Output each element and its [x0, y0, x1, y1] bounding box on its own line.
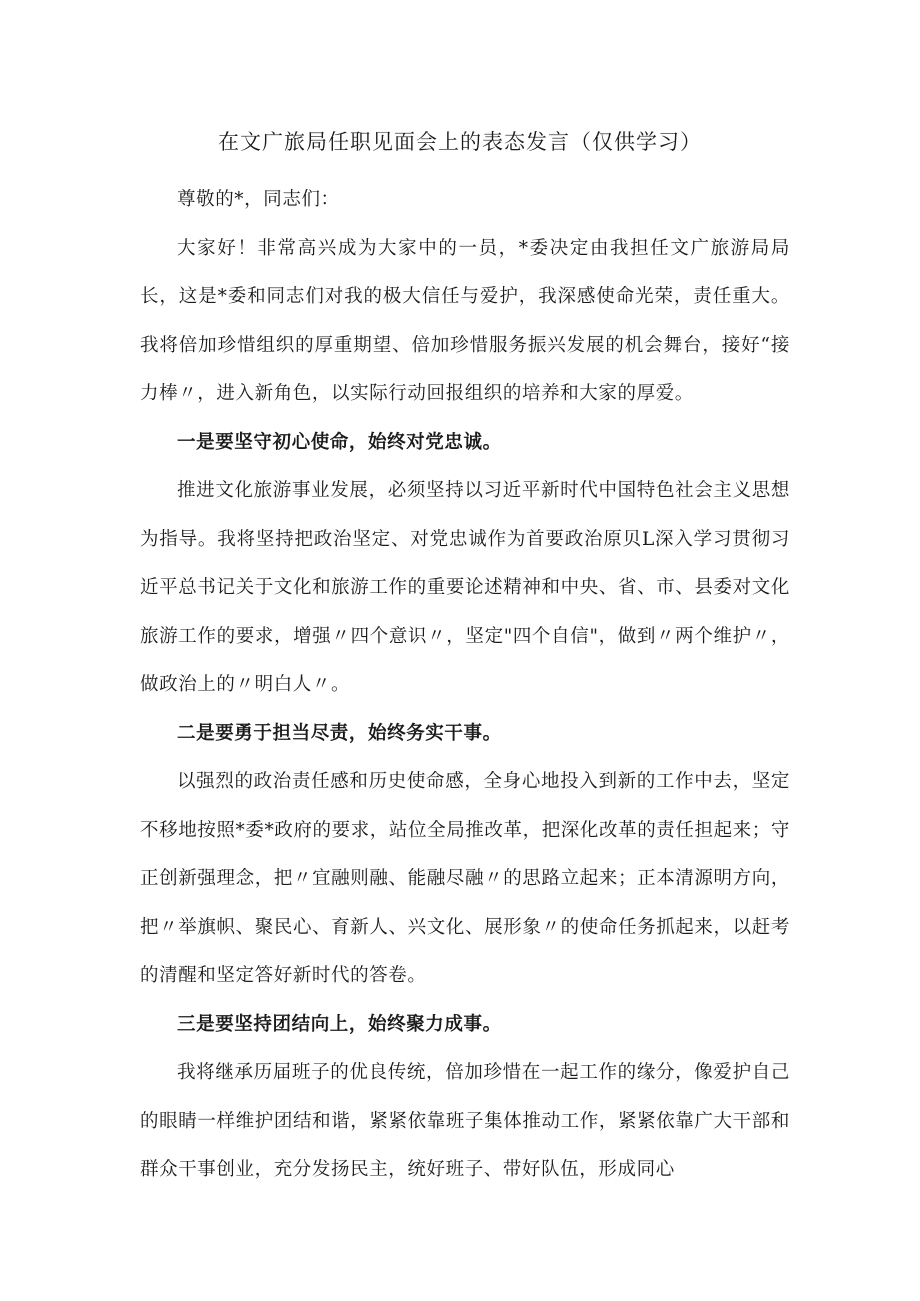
document-body — [140, 176, 790, 1195]
section-body-3: 我将继承历届班子的优良传统，倍加珍惜在一起工作的缘分，像爱护自己的眼睛一样维护团结和谐，紧紧依靠班子集体推动工作，紧紧依靠广大干部和群众干事创业，充分发扬民主，统好班子、带好队伍，形成同心 — [140, 1062, 790, 1180]
section-heading-3: 三是要坚持团结向上，始终聚力成事。 — [177, 1013, 502, 1035]
section-heading-2: 二是要勇于担当尽责，始终务实干事。 — [177, 722, 502, 744]
section-body-1: 推进文化旅游事业发展，必须坚持以习近平新时代中国特色社会主义思想为指导。我将坚持把政治坚定、对党忠诚作为首要政治原贝L深入学习贯彻习近平总书记关于文化和旅游工作的重要论述精神和中央、省、市、县委对文化旅游工作的要求，增强〃四个意识〃，坚定"四个自信"，做到〃两个维护〃，做政治上的〃明白人〃。 — [140, 480, 790, 695]
intro-paragraph: 大家好！非常高兴成为大家中的一员，*委决定由我担任文广旅游局局长，这是*委和同志们对我的极大信任与爱护，我深感使命光荣，责任重大。我将倍加珍惜组织的厚重期望、倍加珍惜服务振兴发展的机会舞台，接好“接力棒〃，进入新角色，以实际行动回报组织的培养和大家的厚爱。 — [140, 237, 790, 404]
document-title: 在文广旅局任职见面会上的表态发言（仅供学习） — [218, 130, 702, 154]
section-body-2: 以强烈的政治责任感和历史使命感，全身心地投入到新的工作中去，坚定不移地按照*委*政府的要求，站位全局推改革，把深化改革的责任担起来；守正创新强理念，把〃宜融则融、能融尽融〃的思路立起来；正本清源明方向，把〃举旗帜、聚民心、育新人、兴文化、展形象〃的使命任务抓起来，以赶考的清醒和坚定答好新时代的答卷。 — [140, 771, 791, 986]
section-heading-1: 一是要坚守初心使命，始终对党忠诚。 — [177, 431, 502, 453]
salutation-paragraph: 尊敬的*，同志们： — [177, 189, 340, 210]
